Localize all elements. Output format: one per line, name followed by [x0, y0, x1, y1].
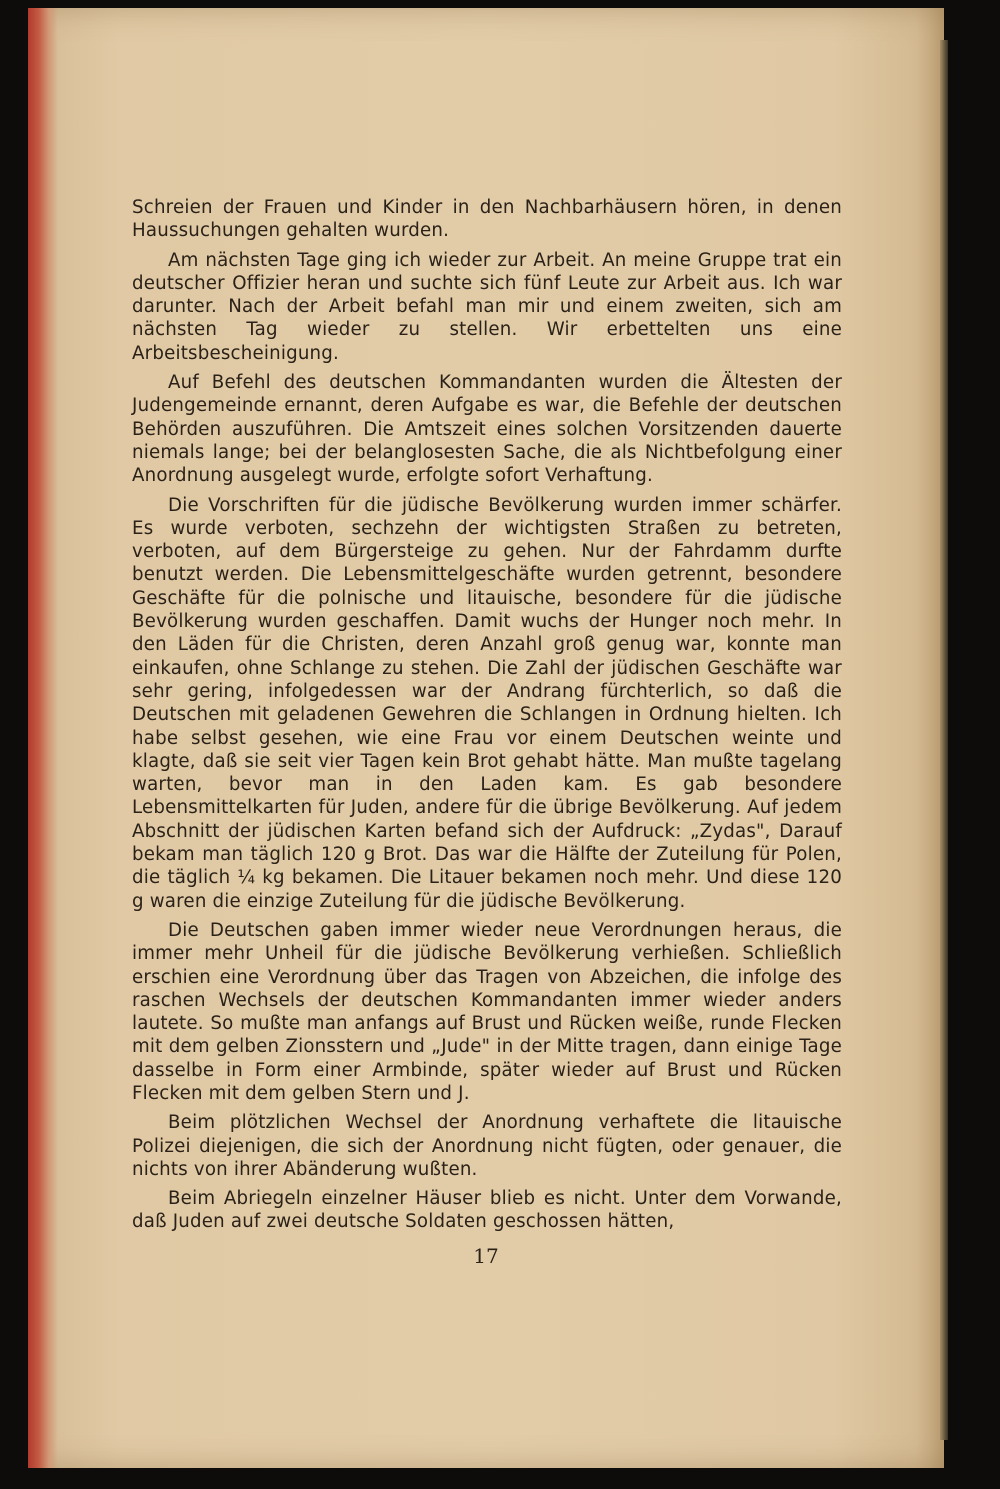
paragraph: Die Deutschen gaben immer wieder neue Verordnungen heraus, die immer mehr Unheil für die jüdische Bevölkerung verhießen. Schließlich erschien eine Verordnung über das Tragen von Abzeichen, die infolge des raschen Wechsels der deutschen Kommandanten immer wieder anders lautete. So mußte man anfangs auf Brust und Rücken weiße, runde Flecken mit dem gelben Zionsstern und „Jude" in der Mitte tragen, dann einige Tage dasselbe in Form einer Armbinde, später wieder auf Brust und Rücken Flecken mit dem gelben Stern und J. [132, 919, 842, 1104]
paragraph: Beim Abriegeln einzelner Häuser blieb es nicht. Unter dem Vorwande, daß Juden auf zwei deutsche Soldaten geschossen hätten, [132, 1188, 842, 1233]
page-number: 17 [473, 1244, 499, 1268]
book-page [28, 8, 944, 1468]
body-text [132, 196, 842, 1240]
paragraph: Beim plötzlichen Wechsel der Anordnung verhaftete die litauische Polizei diejenigen, die sich der Anordnung nicht fügten, oder genauer, die nichts von ihrer Abänderung wußten. [132, 1112, 842, 1180]
paragraph: Auf Befehl des deutschen Kommandanten wurden die Ältesten der Judengemeinde ernannt, deren Aufgabe es war, die Befehle der deutschen Behörden auszuführen. Die Amtszeit eines solchen Vorsitzenden dauerte niemals lange; bei der belanglosesten Sache, die als Nichtbefolgung einer Anordnung ausgelegt wurde, erfolgte sofort Verhaftung. [132, 372, 842, 487]
page-edge-shadow [940, 40, 948, 1440]
paragraph-continuation: Schreien der Frauen und Kinder in den Nachbarhäusern hören, in denen Haussuchungen gehalten wurden. [132, 197, 842, 242]
paragraph: Die Vorschriften für die jüdische Bevölkerung wurden immer schärfer. Es wurde verboten, sechzehn der wichtigsten Straßen zu betreten, verboten, auf dem Bürgersteige zu gehen. Nur der Fahrdamm durfte benutzt werden. Die Lebensmittelgeschäfte wurden getrennt, besondere Geschäfte für die polnische und litauische, besondere für die jüdische Bevölkerung wurden geschaffen. Damit wuchs der Hunger noch mehr. In den Läden für die Christen, deren Anzahl groß genug war, konnte man einkaufen, ohne Schlange zu stehen. Die Zahl der jüdischen Geschäfte war sehr gering, infolgedessen war der Andrang fürchterlich, so daß die Deutschen mit geladenen Gewehren die Schlangen in Ordnung hielten. Ich habe selbst gesehen, wie eine Frau vor einem Deutschen weinte und klagte, daß sie seit vier Tagen kein Brot gehabt hätte. Man mußte tagelang warten, bevor man in den Laden kam. Es gab besondere Lebensmittelkarten für Juden, andere für die übrige Bevölkerung. Auf jedem Abschnitt der jüdischen Karten befand sich der Aufdruck: „Zydas", Darauf bekam man täglich 120 g Brot. Das war die Hälfte der Zuteilung für Polen, die täglich ¼ kg bekamen. Die Litauer bekamen noch mehr. Und diese 120 g waren die einzige Zuteilung für die jüdische Bevölkerung. [132, 494, 842, 912]
paragraph: Am nächsten Tage ging ich wieder zur Arbeit. An meine Gruppe trat ein deutscher Offizier heran und suchte sich fünf Leute zur Arbeit aus. Ich war darunter. Nach der Arbeit befahl man mir und einem zweiten, sich am nächsten Tag wieder zu stellen. Wir erbettelten uns eine Arbeitsbescheinigung. [132, 249, 842, 364]
